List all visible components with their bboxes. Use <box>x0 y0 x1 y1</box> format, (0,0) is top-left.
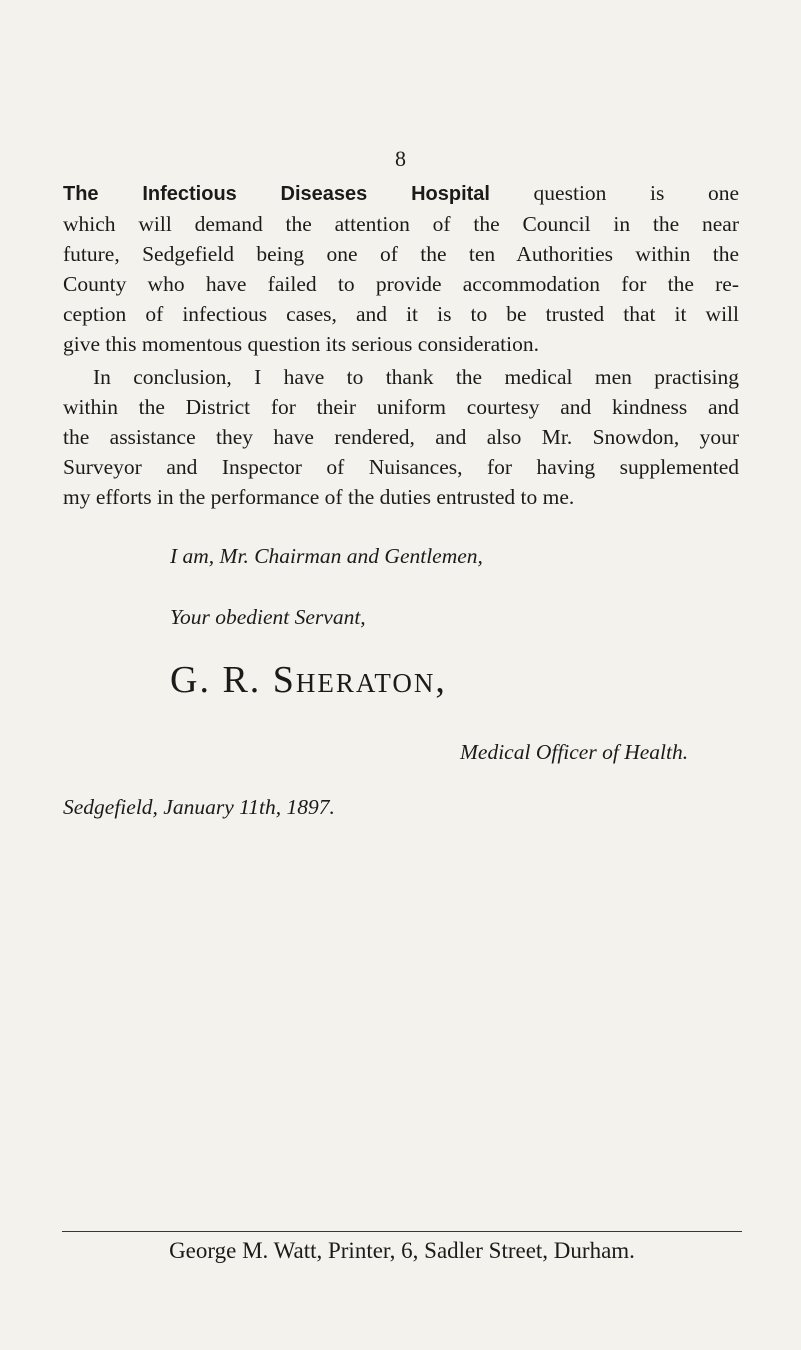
hospital-heading: The Infectious Diseases Hospital <box>63 183 490 205</box>
paragraph-line: give this momentous question its serious consideration. <box>63 332 539 356</box>
paragraph-line: which will demand the attention of the Council in the near <box>63 212 739 236</box>
officer-title: Medical Officer of Health. <box>460 740 689 764</box>
signature: G. R. Sheraton, <box>170 659 447 701</box>
paragraph-line: within the District for their uniform courtesy and kindness and <box>63 395 739 419</box>
page-number: 8 <box>395 146 406 171</box>
footer-rule <box>62 1231 742 1232</box>
dateline: Sedgefield, January 11th, 1897. <box>63 795 335 819</box>
paragraph-line: Surveyor and Inspector of Nuisances, for having supplemented <box>63 455 739 479</box>
paragraph-line: the assistance they have rendered, and also Mr. Snowdon, your <box>63 425 739 449</box>
closing-servant: Your obedient Servant, <box>170 605 366 629</box>
closing-salutation: I am, Mr. Chairman and Gentlemen, <box>170 544 483 568</box>
hospital-paragraph <box>63 178 739 359</box>
paragraph-line <box>63 178 739 209</box>
printer-imprint: George M. Watt, Printer, 6, Sadler Street, Durham. <box>169 1238 635 1263</box>
paragraph-line: future, Sedgefield being one of the ten Authorities within the <box>63 242 739 266</box>
conclusion-paragraph <box>63 362 739 512</box>
paragraph-line: my efforts in the performance of the duties entrusted to me. <box>63 485 575 509</box>
paragraph-line: ception of infectious cases, and it is to be trusted that it will <box>63 302 739 326</box>
paragraph-line: In conclusion, I have to thank the medical men practising <box>93 365 739 389</box>
paragraph-text: question is one <box>489 181 739 205</box>
paragraph-line: County who have failed to provide accommodation for the re- <box>63 272 739 296</box>
